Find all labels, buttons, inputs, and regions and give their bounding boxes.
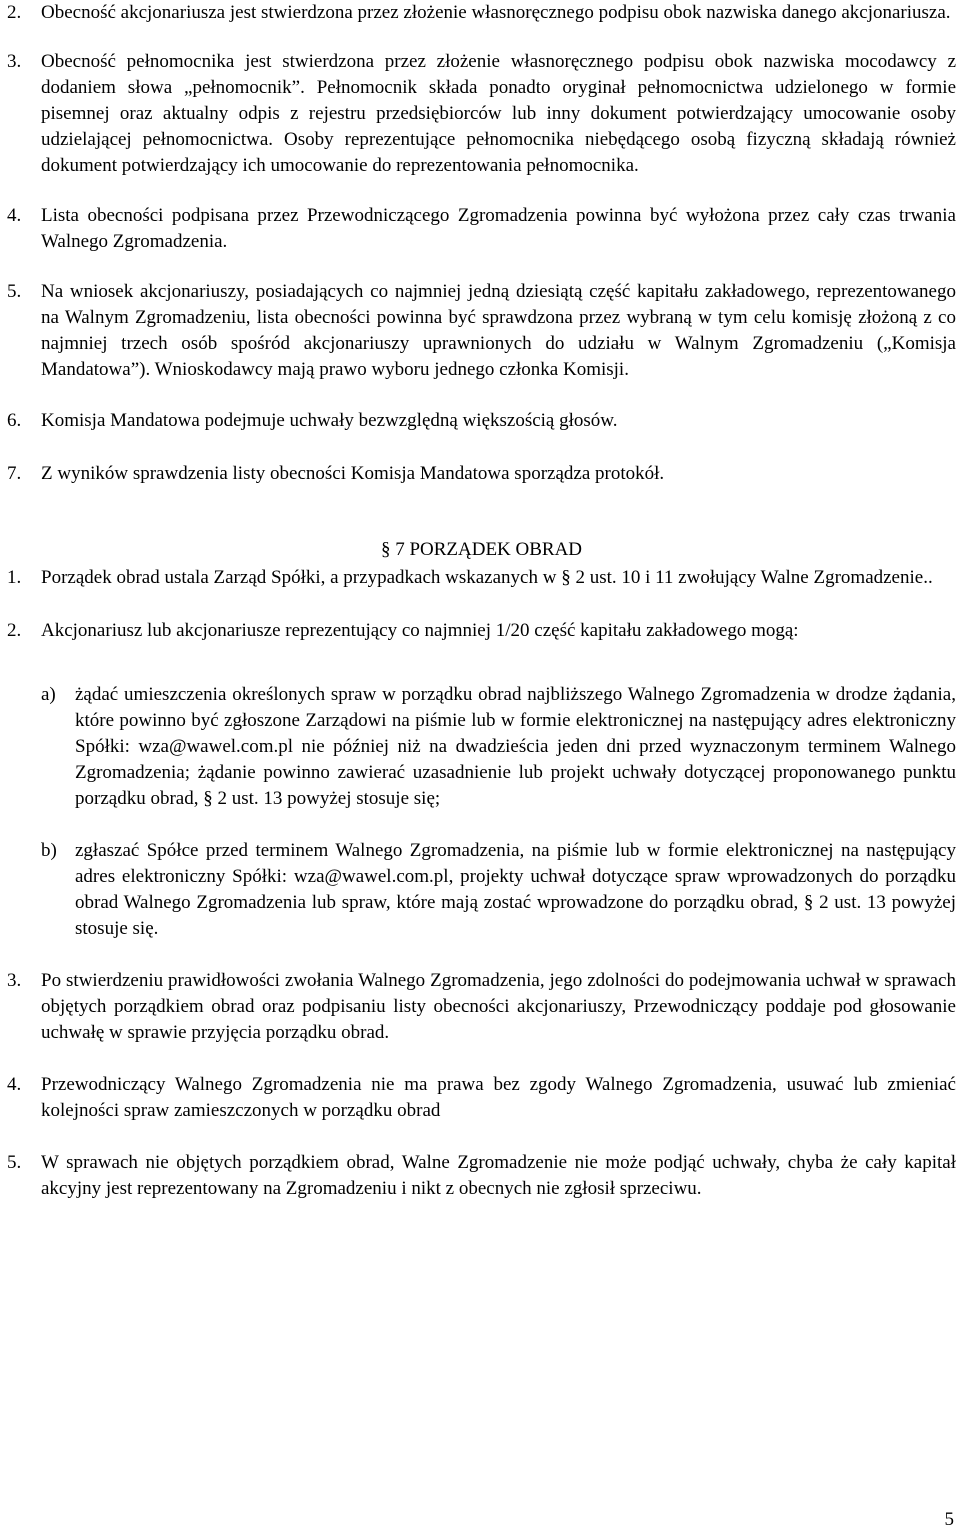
item-text: Przewodniczący Walnego Zgromadzenia nie ma prawa bez zgody Walnego Zgromadzenia, usuwać lub zmieniać kolejności spraw zamieszczonych w porządku obrad <box>41 1074 956 1121</box>
item-text: żądać umieszczenia określonych spraw w porządku obrad najbliższego Walnego Zgromadzenia w drodze żądania, które powinno być zgłoszone Zarządowi na piśmie lub w formie elektronicznej na następujący adres elektroniczny Spółki: wza@wawel.com.pl nie później niż na dwadzieścia jeden dni przed wyznaczonym terminem Walnego Zgromadzenia; żądanie powinno zawierać uzasadnienie lub projekt uchwały dotyczącej proponowanego punktu porządku obrad, § 2 ust. 13 powyżej stosuje się; <box>75 684 956 809</box>
item-letter: a) <box>41 684 56 705</box>
item-text: Komisja Mandatowa podejmuje uchwały bezwzględną większością głosów. <box>41 410 618 431</box>
item-text: zgłaszać Spółce przed terminem Walnego Zgromadzenia, na piśmie lub w formie elektronicznej na następujący adres elektroniczny Spółki: wza@wawel.com.pl, projekty uchwał dotyczące spraw wprowadzonych do porządku obrad Walnego Zgromadzenia lub spraw, które mają zostać wprowadzone do porządku obrad, § 2 ust. 13 powyżej stosuje się. <box>75 840 956 939</box>
list-item <box>7 1072 956 1124</box>
item-number: 4. <box>7 1074 22 1095</box>
list-item <box>7 1150 956 1202</box>
list-item <box>7 0 956 26</box>
item-number: 7. <box>7 463 22 484</box>
item-number: 3. <box>7 51 22 72</box>
item-number: 1. <box>7 567 22 588</box>
list-item <box>7 461 956 487</box>
item-letter: b) <box>41 840 57 861</box>
item-number: 2. <box>7 620 22 641</box>
item-text: W sprawach nie objętych porządkiem obrad, Walne Zgromadzenie nie może podjąć uchwały, chyba że cały kapitał akcyjny jest reprezentowany na Zgromadzeniu i nikt z obecnych nie zgłosił sprzeciwu. <box>41 1152 956 1199</box>
item-number: 3. <box>7 970 22 991</box>
list-item <box>7 408 956 434</box>
item-number: 5. <box>7 1152 22 1173</box>
item-text: Po stwierdzeniu prawidłowości zwołania Walnego Zgromadzenia, jego zdolności do podejmowania uchwał w sprawach objętych porządkiem obrad oraz podpisaniu listy obecności akcjonariuszy, Przewodniczący poddaje pod głosowanie uchwałę w sprawie przyjęcia porządku obrad. <box>41 970 956 1043</box>
item-number: 2. <box>7 2 22 23</box>
list-item <box>7 565 956 591</box>
item-number: 5. <box>7 281 22 302</box>
item-text: Obecność pełnomocnika jest stwierdzona przez złożenie własnoręcznego podpisu obok nazwiska mocodawcy z dodaniem słowa „pełnomocnik”. Pełnomocnik składa ponadto oryginał pełnomocnictwa udzielonego w formie pisemnej oraz aktualny odpis z rejestru przedsiębiorców lub inny dokument potwierdzający umocowanie osoby udzielającej pełnomocnictwa. Osoby reprezentujące pełnomocnika niebędącego osobą fizyczną składają również dokument potwierdzający ich umocowanie do reprezentowania pełnomocnika. <box>41 51 956 176</box>
item-number: 4. <box>7 205 22 226</box>
section-heading: § 7 PORZĄDEK OBRAD <box>380 539 583 560</box>
item-text: Akcjonariusz lub akcjonariusze reprezentujący co najmniej 1/20 część kapitału zakładowego mogą: <box>41 620 799 641</box>
list-item <box>7 203 956 255</box>
item-text: Z wyników sprawdzenia listy obecności Komisja Mandatowa sporządza protokół. <box>41 463 665 484</box>
page-number: 5 <box>944 1509 954 1530</box>
list-item <box>7 618 956 644</box>
item-text: Porządek obrad ustala Zarząd Spółki, a przypadkach wskazanych w § 2 ust. 10 i 11 zwołujący Walne Zgromadzenie.. <box>41 567 933 588</box>
sub-item-a <box>7 682 956 812</box>
list-item <box>7 279 956 383</box>
sub-item-b <box>7 838 956 942</box>
item-text: Obecność akcjonariusza jest stwierdzona przez złożenie własnoręcznego podpisu obok nazwiska danego akcjonariusza. <box>41 2 951 23</box>
list-item <box>7 49 956 179</box>
item-number: 6. <box>7 410 22 431</box>
item-text: Lista obecności podpisana przez Przewodniczącego Zgromadzenia powinna być wyłożona przez cały czas trwania Walnego Zgromadzenia. <box>41 205 956 252</box>
list-item <box>7 968 956 1046</box>
item-text: Na wniosek akcjonariuszy, posiadających co najmniej jedną dziesiątą część kapitału zakładowego, reprezentowanego na Walnym Zgromadzeniu, lista obecności powinna być sprawdzona przez wybraną w tym celu komisję złożoną z co najmniej trzech osób spośród akcjonariuszy uprawnionych do udziału w Walnym Zgromadzeniu („Komisja Mandatowa”). Wnioskodawcy mają prawo wyboru jednego członka Komisji. <box>41 281 956 380</box>
